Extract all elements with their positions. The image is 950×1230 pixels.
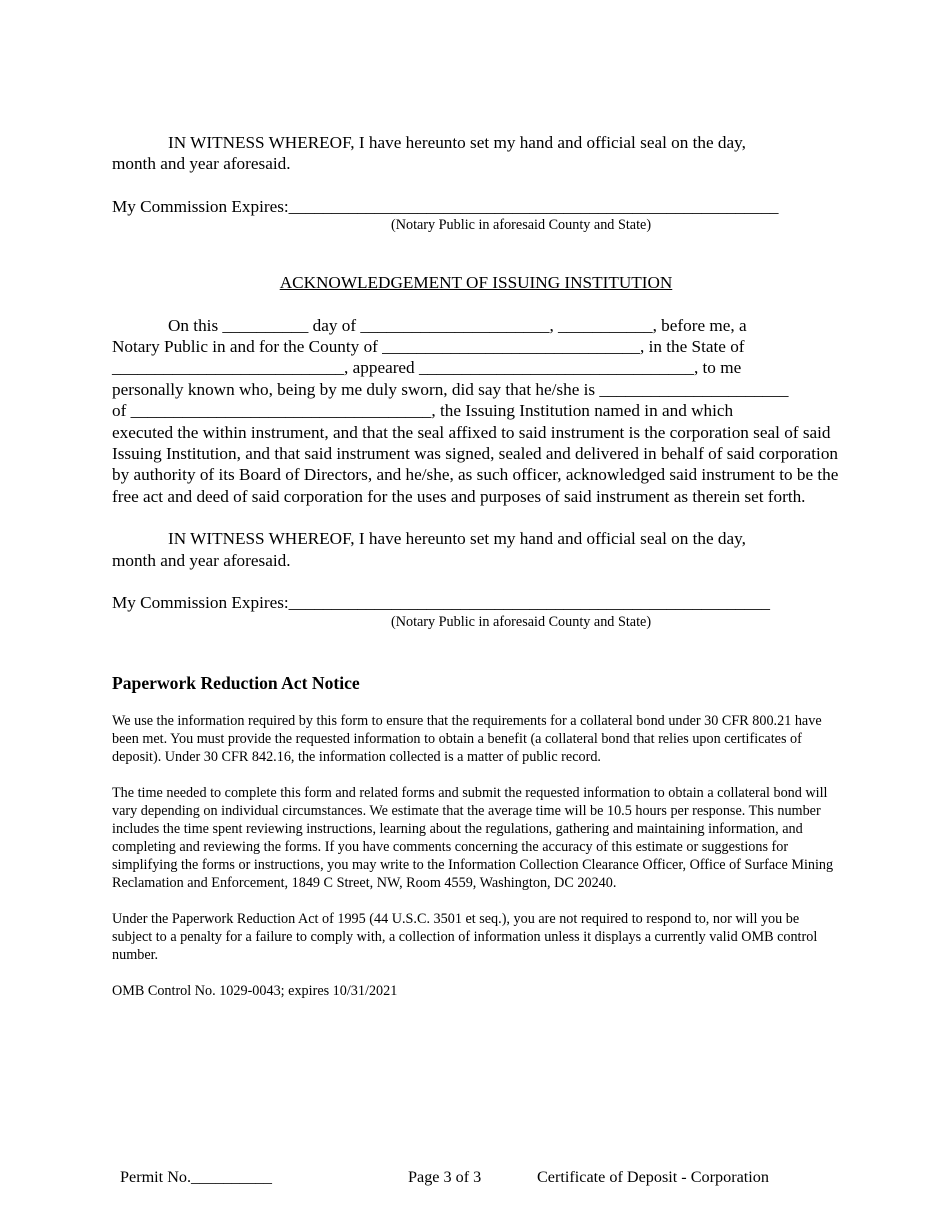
witness-text-cont: month and year aforesaid. — [112, 550, 291, 570]
ack-line-3: ___________________________, appeared ________________________________, to me — [112, 358, 742, 378]
witness-text-cont: month and year aforesaid. — [112, 154, 291, 174]
ack-body-text: executed the within instrument, and that the seal affixed to said instrument is the corporation seal of said Issuing Institution, and that said instrument was signed, sealed and delivered in behalf of said corporation by authority of its Board of Directors, and he/she, as such officer, acknowledged said instrument to be the free act and deed of said corporation for the uses and purposes of said instrument as therein set forth. — [112, 422, 839, 506]
witness-statement-1 — [112, 132, 840, 175]
ack-line-1: On this __________ day of ______________________, ___________, before me, a — [168, 315, 747, 335]
commission-block-2 — [112, 592, 840, 629]
footer-page-number: Page 3 of 3 — [408, 1168, 482, 1186]
notary-caption: (Notary Public in aforesaid County and State) — [391, 217, 652, 234]
witness-text: IN WITNESS WHEREOF, I have hereunto set my hand and official seal on the day, — [168, 133, 746, 152]
paperwork-paragraph-2: The time needed to complete this form and related forms and submit the requested information to obtain a collateral bond will vary depending on individual circumstances. We estimate that the average time will be 10.5 hours per response. This number includes the time spent reviewing instructions, learning about the regulations, gathering and maintaining information, and completing and reviewing the forms. If you have comments concerning the accuracy of this estimate or suggestions for simplifying the forms or instructions, you may write to the Information Collection Clearance Officer, Office of Surface Mining Reclamation and Enforcement, 1849 C Street, NW, Room 4559, Washington, DC 20240. — [112, 784, 834, 891]
commission-expires-line[interactable]: My Commission Expires:________________________________________________________ — [112, 593, 770, 613]
witness-statement-2 — [112, 528, 840, 571]
notary-caption: (Notary Public in aforesaid County and State) — [391, 613, 652, 630]
omb-control-number: OMB Control No. 1029-0043; expires 10/31/2021 — [112, 982, 398, 999]
footer-form-name: Certificate of Deposit - Corporation — [537, 1168, 769, 1186]
paperwork-paragraph-1: We use the information required by this form to ensure that the requirements for a collateral bond under 30 CFR 800.21 have been met. You must provide the requested information to obtain a benefit (a collateral bond that relies upon certificates of deposit). Under 30 CFR 842.16, the information collected is a matter of public record. — [112, 712, 822, 765]
ack-line-5: of ___________________________________, the Issuing Institution named in and which — [112, 401, 734, 421]
ack-line-2: Notary Public in and for the County of ______________________________, in the State of — [112, 337, 745, 357]
paperwork-heading: Paperwork Reduction Act Notice — [112, 672, 360, 693]
paperwork-paragraph-3: Under the Paperwork Reduction Act of 1995 (44 U.S.C. 3501 et seq.), you are not required to respond to, nor will you be subject to a penalty for a failure to comply with, a collection of information unless it displays a currently valid OMB control number. — [112, 910, 818, 963]
ack-line-4: personally known who, being by me duly sworn, did say that he/she is ______________________ — [112, 379, 789, 399]
document-page — [112, 132, 840, 1000]
footer-permit-no[interactable]: Permit No.__________ — [120, 1168, 272, 1186]
acknowledgement-body — [112, 315, 840, 508]
acknowledgement-title: ACKNOWLEDGEMENT OF ISSUING INSTITUTION — [279, 273, 673, 293]
commission-expires-line[interactable]: My Commission Expires:_________________________________________________________ — [112, 196, 779, 216]
commission-block-1 — [112, 196, 840, 233]
witness-text: IN WITNESS WHEREOF, I have hereunto set my hand and official seal on the day, — [168, 529, 746, 549]
